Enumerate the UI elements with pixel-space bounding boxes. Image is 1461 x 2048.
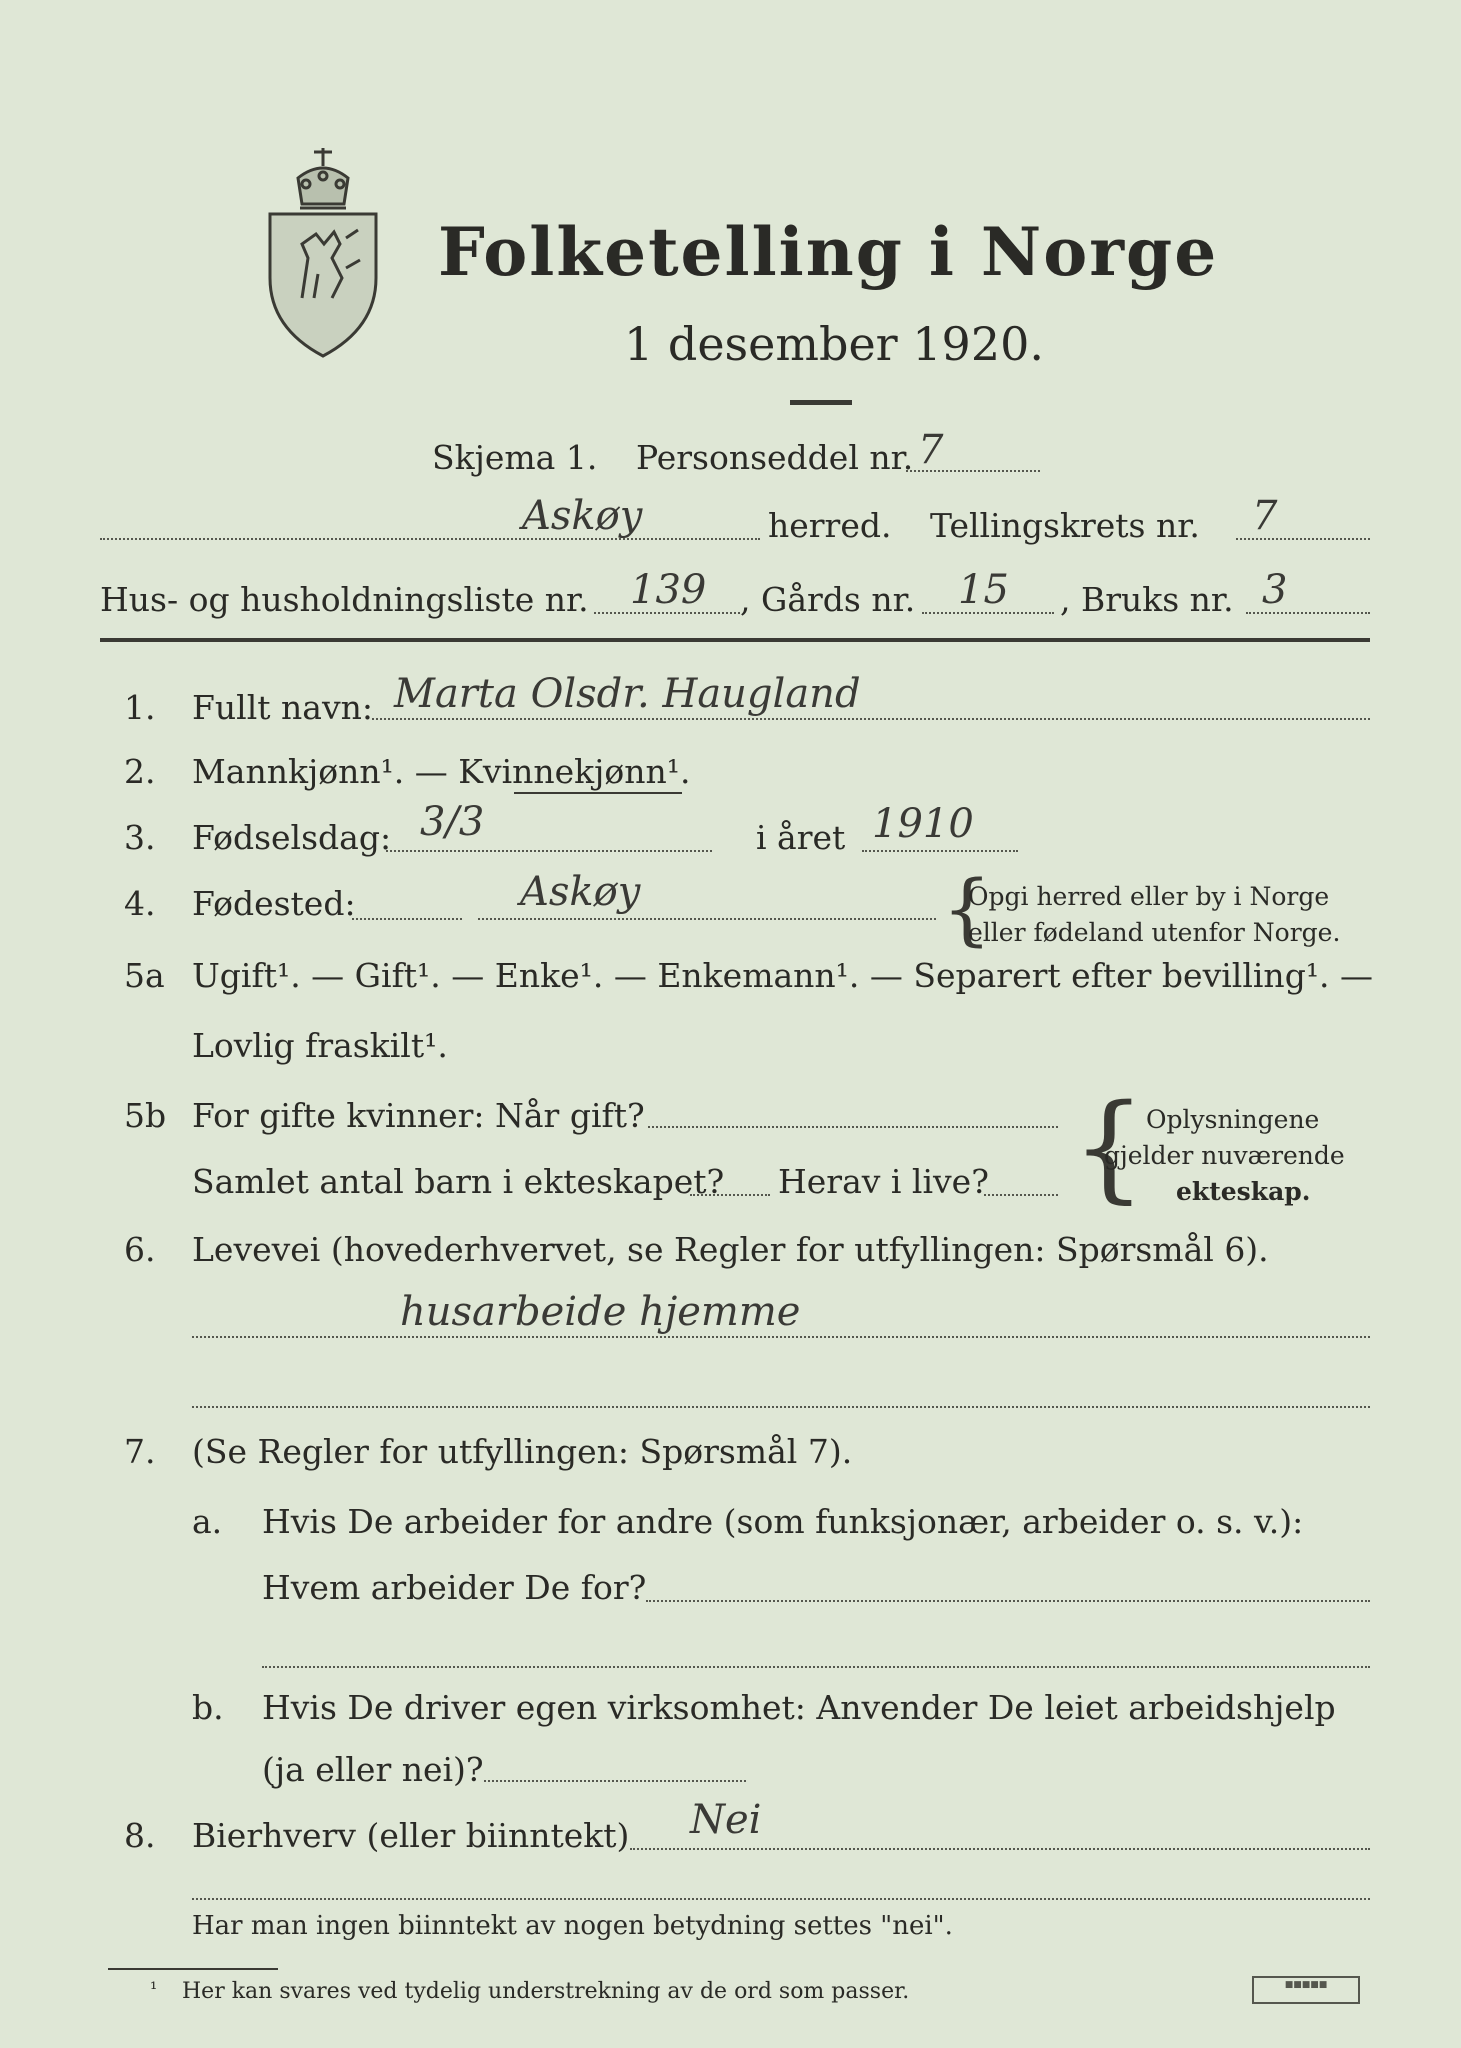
q2-underline-mark bbox=[514, 792, 682, 794]
q5b-number: 5b bbox=[124, 1096, 167, 1135]
census-date: 1 desember 1920. bbox=[624, 317, 1044, 371]
q1-full-name: Marta Olsdr. Haugland bbox=[394, 671, 861, 717]
q5b-brace: { bbox=[1072, 1080, 1146, 1215]
q8-line-1 bbox=[630, 1848, 1370, 1850]
gards-label: , Gårds nr. bbox=[740, 580, 916, 619]
q8-line-2 bbox=[192, 1898, 1370, 1900]
q7a-line-1 bbox=[646, 1600, 1370, 1602]
q4-number: 4. bbox=[124, 884, 156, 923]
q4-birthplace: Askøy bbox=[520, 869, 641, 915]
q1-number: 1. bbox=[124, 688, 156, 727]
q8-label: Bierhverv (eller biinntekt) bbox=[192, 1816, 630, 1855]
q6-line-2 bbox=[192, 1406, 1370, 1408]
footer-note: Har man ingen biinntekt av nogen betydning settes "nei". bbox=[192, 1911, 953, 1941]
header-rule bbox=[100, 638, 1370, 642]
q3-label: Fødselsdag: bbox=[192, 818, 392, 857]
q7a-line-2 bbox=[262, 1666, 1370, 1668]
q5b-children-line bbox=[690, 1194, 770, 1196]
q7a-letter: a. bbox=[192, 1502, 223, 1541]
q7b-line1: Hvis De driver egen virksomhet: Anvender De leiet arbeidshjelp bbox=[262, 1688, 1336, 1727]
q6-occupation: husarbeide hjemme bbox=[400, 1289, 801, 1335]
q4-note-1: Opgi herred eller by i Norge bbox=[968, 882, 1330, 911]
q7b-letter: b. bbox=[192, 1688, 224, 1727]
q7a-line1: Hvis De arbeider for andre (som funksjonær, arbeider o. s. v.): bbox=[262, 1502, 1304, 1541]
q6-number: 6. bbox=[124, 1230, 156, 1269]
q4-label: Fødested: bbox=[192, 884, 356, 923]
printer-stamp: ■■■■■ bbox=[1252, 1976, 1360, 2004]
q4-line-b bbox=[478, 918, 936, 920]
husliste-label: Hus- og husholdningsliste nr. bbox=[100, 580, 589, 619]
gards-value: 15 bbox=[958, 567, 1009, 613]
q6-label: Levevei (hovederhvervet, se Regler for utfyllingen: Spørsmål 6). bbox=[192, 1230, 1269, 1269]
skjema-label: Skjema 1. bbox=[432, 438, 598, 477]
herred-value: Askøy bbox=[522, 493, 643, 539]
q5b-alive-line bbox=[984, 1194, 1058, 1196]
q1-label: Fullt navn: bbox=[192, 688, 373, 727]
q8-side-income: Nei bbox=[690, 1797, 762, 1843]
q7-number: 7. bbox=[124, 1432, 156, 1471]
personseddel-value: 7 bbox=[918, 427, 944, 473]
norwegian-coat-of-arms-icon bbox=[262, 148, 384, 360]
personseddel-label: Personseddel nr. bbox=[636, 438, 914, 477]
footnote-text: Her kan svares ved tydelig understrekning av de ord som passer. bbox=[182, 1979, 910, 2004]
tellingskrets-value: 7 bbox=[1252, 493, 1278, 539]
bruks-label: , Bruks nr. bbox=[1060, 580, 1234, 619]
q3-number: 3. bbox=[124, 818, 156, 857]
herred-line bbox=[100, 538, 760, 540]
tellingskrets-label: Tellingskrets nr. bbox=[930, 506, 1200, 545]
q4-note-2: eller fødeland utenfor Norge. bbox=[968, 918, 1341, 947]
q5b-alive-label: Herav i live? bbox=[778, 1162, 989, 1201]
q4-brace: { bbox=[942, 865, 992, 955]
q3-year-label: i året bbox=[756, 818, 846, 857]
q5a-line2: Lovlig fraskilt¹. bbox=[192, 1026, 448, 1065]
form-title: Folketelling i Norge bbox=[438, 213, 1219, 291]
q3-birth-year: 1910 bbox=[872, 801, 974, 847]
q7a-line2: Hvem arbeider De for? bbox=[262, 1568, 647, 1607]
q2-gender-options: Mannkjønn¹. — Kvinnekjønn¹. bbox=[192, 752, 691, 791]
q5b-children-label: Samlet antal barn i ekteskapet? bbox=[192, 1162, 725, 1201]
q7b-line2: (ja eller nei)? bbox=[262, 1750, 484, 1789]
q5b-line1: For gifte kvinner: Når gift? bbox=[192, 1096, 645, 1135]
q8-number: 8. bbox=[124, 1816, 156, 1855]
q6-line-1 bbox=[192, 1336, 1370, 1338]
q7-label: (Se Regler for utfyllingen: Spørsmål 7). bbox=[192, 1432, 853, 1471]
husliste-value: 139 bbox=[630, 567, 707, 613]
q2-number: 2. bbox=[124, 752, 156, 791]
q1-line bbox=[372, 718, 1370, 720]
q5b-note-3: ekteskap. bbox=[1176, 1177, 1311, 1206]
q7b-line bbox=[484, 1780, 746, 1782]
q4-line-a bbox=[352, 918, 462, 920]
title-divider bbox=[790, 400, 852, 405]
q5b-note-1: Oplysningene bbox=[1146, 1105, 1320, 1134]
q3-year-line bbox=[862, 850, 1018, 852]
q5b-married-line bbox=[648, 1126, 1058, 1128]
q3-birthday: 3/3 bbox=[420, 799, 485, 845]
footnote-rule bbox=[108, 1968, 278, 1970]
footnote-mark: ¹ bbox=[150, 1979, 158, 2000]
q5b-note-2: gjelder nuværende bbox=[1104, 1141, 1345, 1170]
q3-date-line bbox=[386, 850, 712, 852]
q5a-number: 5a bbox=[124, 956, 165, 995]
bruks-value: 3 bbox=[1262, 567, 1288, 613]
q5a-line1: Ugift¹. — Gift¹. — Enke¹. — Enkemann¹. — Separert efter bevilling¹. — bbox=[192, 956, 1374, 995]
herred-label: herred. bbox=[768, 506, 892, 545]
